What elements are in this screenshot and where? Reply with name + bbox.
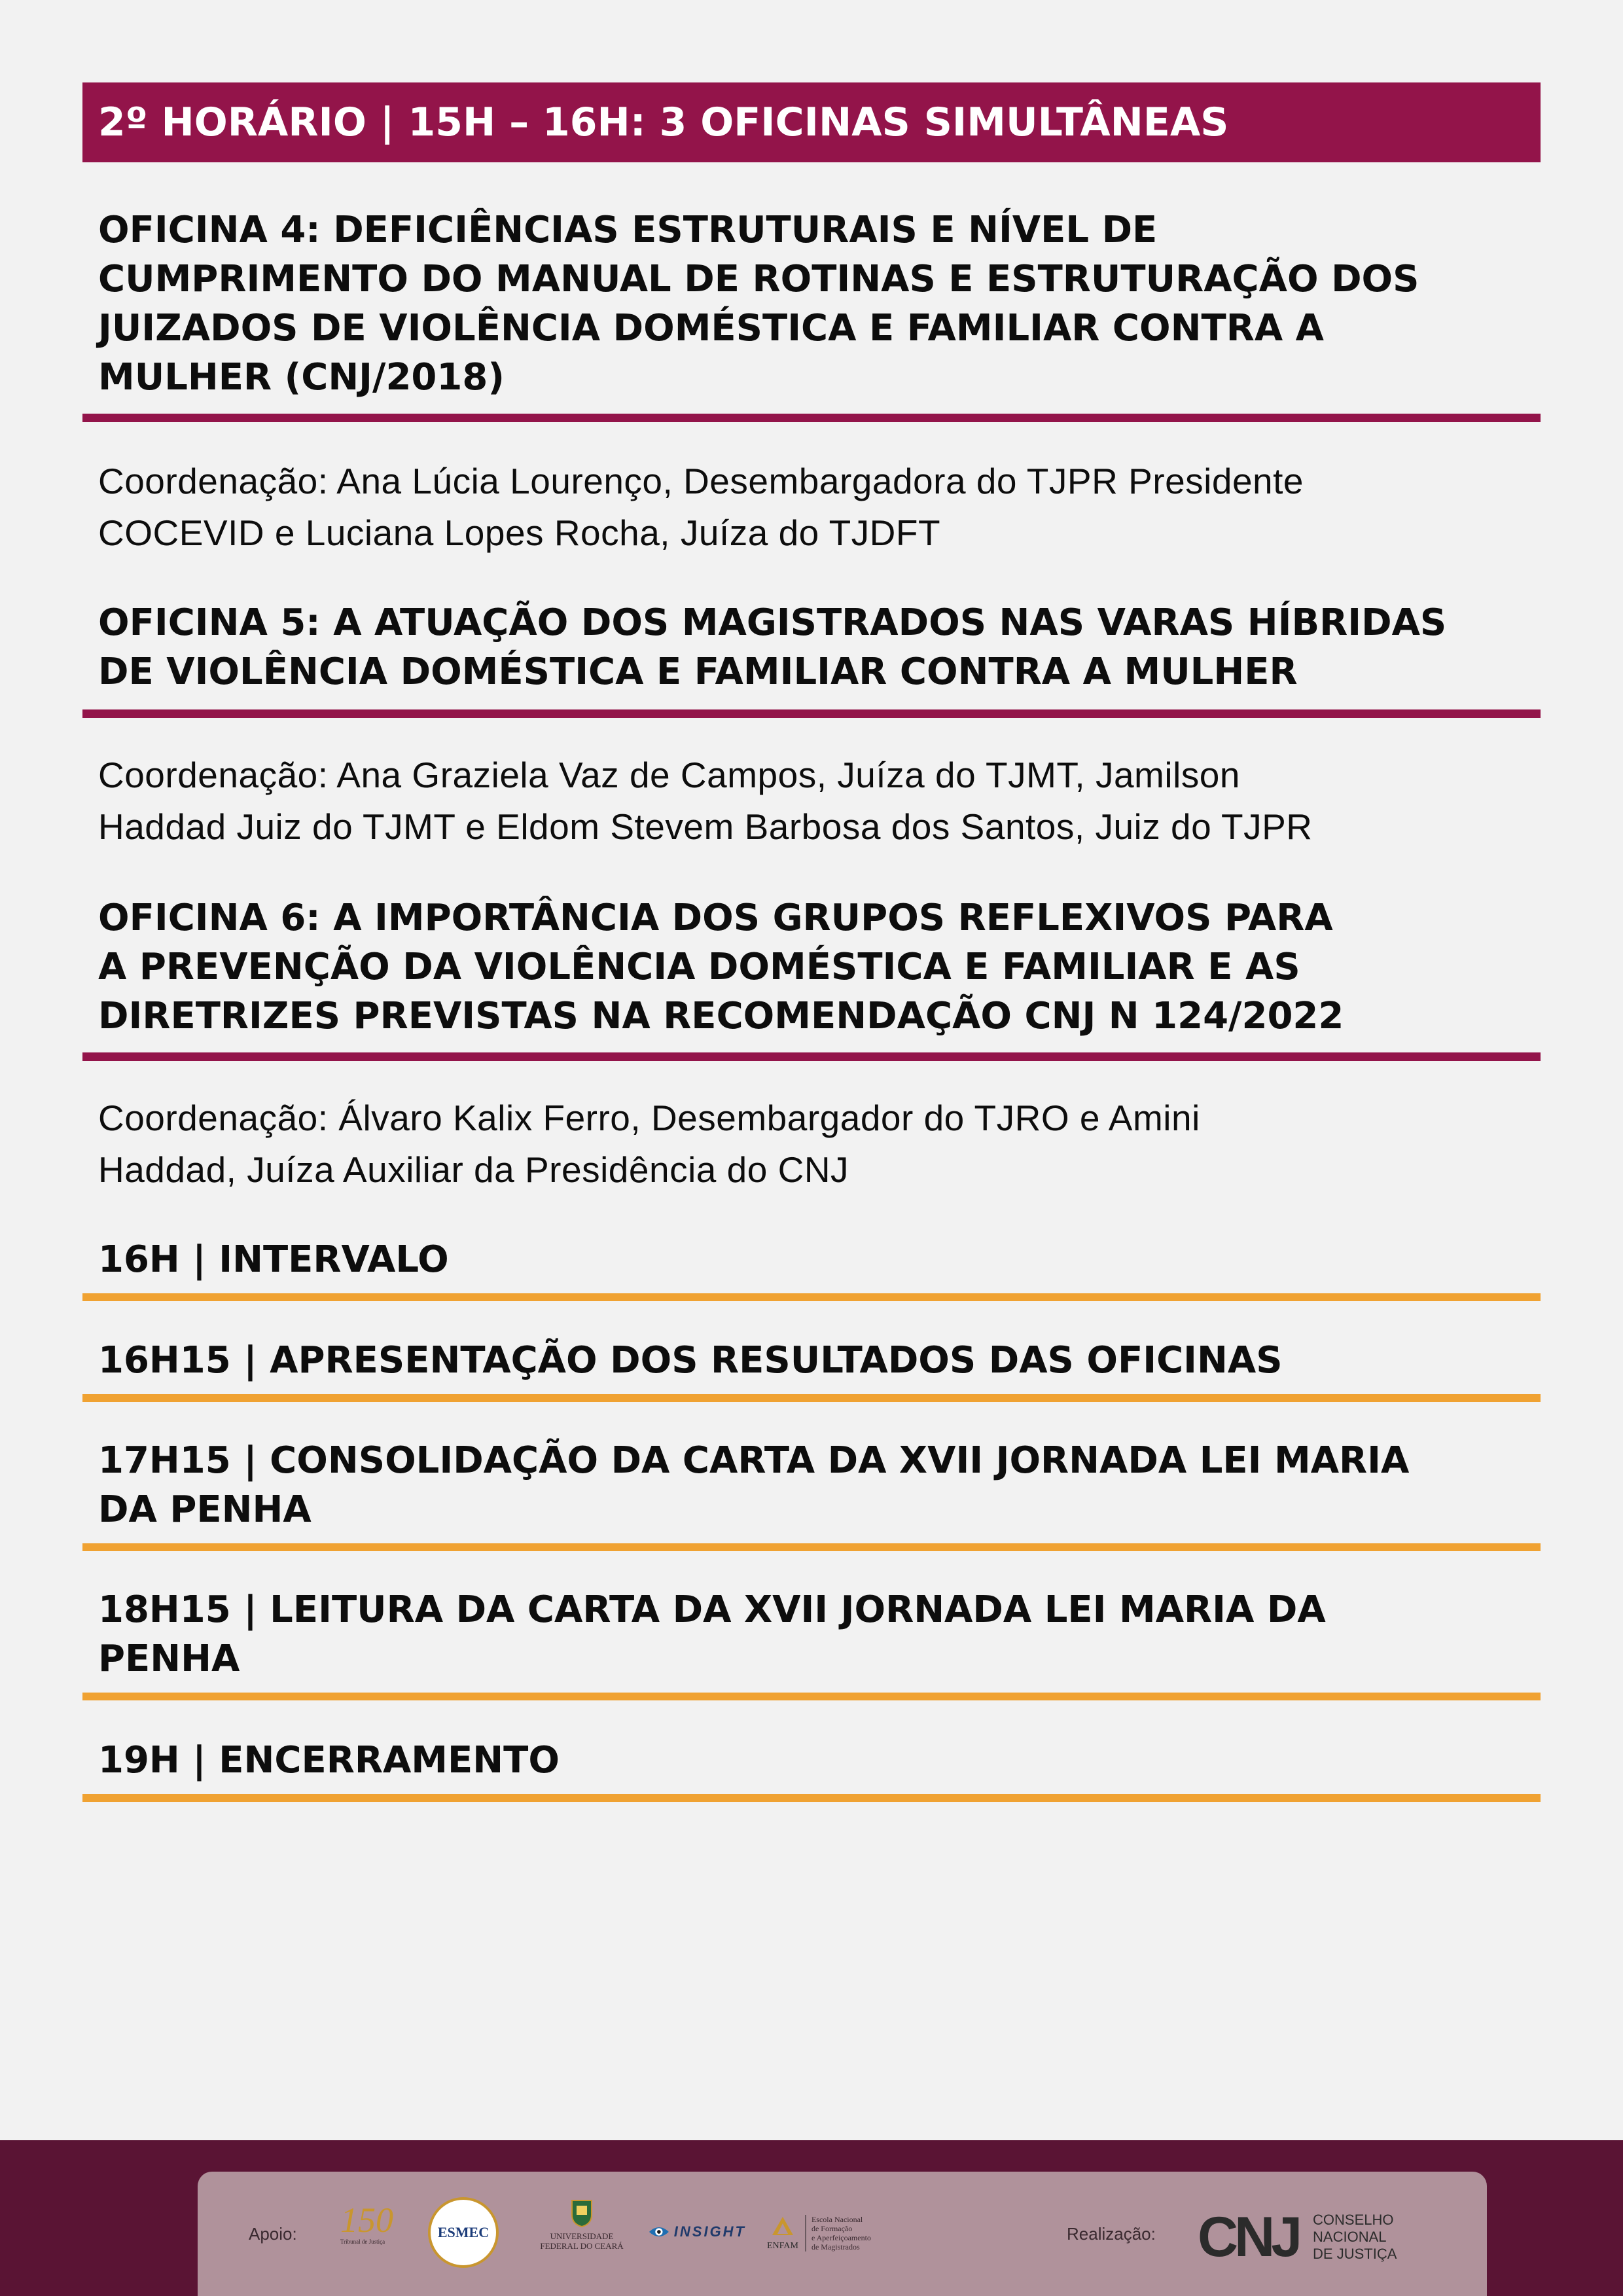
insight-logo	[648, 2219, 746, 2245]
oficina-4-title	[82, 206, 1541, 402]
title-line: A PREVENÇÃO DA VIOLÊNCIA DOMÉSTICA E FAMILIAR E AS	[98, 946, 1300, 988]
title-line: DIRETRIZES PREVISTAS NA RECOMENDAÇÃO CNJ N 124/2022	[98, 995, 1344, 1037]
session-banner: 2º HORÁRIO | 15H – 16H: 3 OFICINAS SIMULTÂNEAS	[82, 82, 1541, 162]
enfam-desc-line: de Magistrados	[811, 2242, 860, 2251]
coord-line: Coordenação: Álvaro Kalix Ferro, Desembargador do TJRO e Amini	[98, 1098, 1200, 1138]
enfam-name: ENFAM	[767, 2240, 798, 2251]
enfam-desc-line: Escola Nacional	[811, 2215, 863, 2224]
cnj-line: CONSELHO	[1313, 2212, 1394, 2228]
enfam-emblem-icon	[770, 2215, 796, 2238]
schedule-item-leitura	[82, 1585, 1541, 1683]
divider	[82, 1293, 1541, 1301]
cnj-line: NACIONAL	[1313, 2229, 1387, 2245]
ufc-line: UNIVERSIDADE	[550, 2231, 614, 2241]
schedule-line: 16H15 | APRESENTAÇÃO DOS RESULTADOS DAS OFICINAS	[98, 1339, 1283, 1382]
enfam-desc-line: e Aperfeiçoamento	[811, 2233, 871, 2242]
oficina-4-coordination	[82, 456, 1541, 559]
esmec-logo	[428, 2197, 499, 2268]
sponsor-panel	[198, 2172, 1487, 2296]
coord-line: Coordenação: Ana Lúcia Lourenço, Desembargadora do TJPR Presidente	[98, 461, 1304, 501]
apoio-label: Apoio:	[249, 2224, 297, 2244]
schedule-item-consolidacao	[82, 1436, 1541, 1534]
schedule-line: DA PENHA	[98, 1488, 312, 1531]
realizacao-label: Realização:	[1067, 2224, 1156, 2244]
tj-150-anos-logo	[340, 2195, 399, 2267]
divider	[82, 1394, 1541, 1402]
title-line: OFICINA 6: A IMPORTÂNCIA DOS GRUPOS REFLEXIVOS PARA	[98, 897, 1333, 939]
enfam-desc-line: de Formação	[811, 2224, 853, 2233]
divider	[82, 1794, 1541, 1802]
title-line: CUMPRIMENTO DO MANUAL DE ROTINAS E ESTRUTURAÇÃO DOS	[98, 258, 1419, 300]
title-line: OFICINA 5: A ATUAÇÃO DOS MAGISTRADOS NAS VARAS HÍBRIDAS	[98, 601, 1447, 644]
insight-text: INSIGHT	[673, 2223, 746, 2240]
coord-line: COCEVID e Luciana Lopes Rocha, Juíza do TJDFT	[98, 512, 941, 553]
footer	[0, 2140, 1623, 2296]
cnj-line: DE JUSTIÇA	[1313, 2246, 1397, 2262]
program-content	[82, 82, 1541, 1802]
coord-line: Haddad, Juíza Auxiliar da Presidência do CNJ	[98, 1149, 849, 1190]
title-line: MULHER (CNJ/2018)	[98, 356, 505, 399]
tj-150-caption: Tribunal de Justiça	[340, 2238, 385, 2245]
ufc-line: FEDERAL DO CEARÁ	[540, 2241, 624, 2251]
divider	[82, 709, 1541, 718]
schedule-line: 16H | INTERVALO	[98, 1238, 449, 1281]
schedule-item-encerramento	[82, 1736, 1541, 1785]
title-line: JUIZADOS DE VIOLÊNCIA DOMÉSTICA E FAMILIAR CONTRA A	[98, 307, 1324, 350]
schedule-line: 17H15 | CONSOLIDAÇÃO DA CARTA DA XVII JORNADA LEI MARIA	[98, 1439, 1410, 1482]
oficina-6-title	[82, 893, 1541, 1041]
title-line: OFICINA 4: DEFICIÊNCIAS ESTRUTURAIS E NÍVEL DE	[98, 209, 1158, 251]
insight-eye-icon	[648, 2222, 670, 2242]
divider	[82, 1693, 1541, 1700]
enfam-logo	[767, 2207, 918, 2259]
coord-line: Haddad Juiz do TJMT e Eldom Stevem Barbosa dos Santos, Juiz do TJPR	[98, 806, 1313, 847]
divider	[82, 414, 1541, 422]
oficina-5-title	[82, 598, 1541, 696]
schedule-item-resultados	[82, 1336, 1541, 1385]
ufc-logo	[539, 2198, 624, 2270]
cnj-mark: CNJ	[1198, 2206, 1299, 2269]
divider	[82, 1543, 1541, 1551]
cnj-logo	[1198, 2204, 1433, 2270]
schedule-item-intervalo	[82, 1235, 1541, 1284]
title-line: DE VIOLÊNCIA DOMÉSTICA E FAMILIAR CONTRA A MULHER	[98, 651, 1298, 693]
schedule-line: 18H15 | LEITURA DA CARTA DA XVII JORNADA LEI MARIA DA	[98, 1588, 1326, 1631]
ufc-crest-icon	[570, 2198, 594, 2228]
coord-line: Coordenação: Ana Graziela Vaz de Campos, Juíza do TJMT, Jamilson	[98, 755, 1240, 795]
oficina-6-coordination	[82, 1092, 1541, 1196]
oficina-5-coordination	[82, 749, 1541, 853]
tj-150-number: 150	[340, 2200, 393, 2240]
esmec-text: ESMEC	[437, 2224, 490, 2240]
divider	[82, 1052, 1541, 1061]
schedule-line: PENHA	[98, 1638, 240, 1680]
schedule-line: 19H | ENCERRAMENTO	[98, 1739, 560, 1782]
